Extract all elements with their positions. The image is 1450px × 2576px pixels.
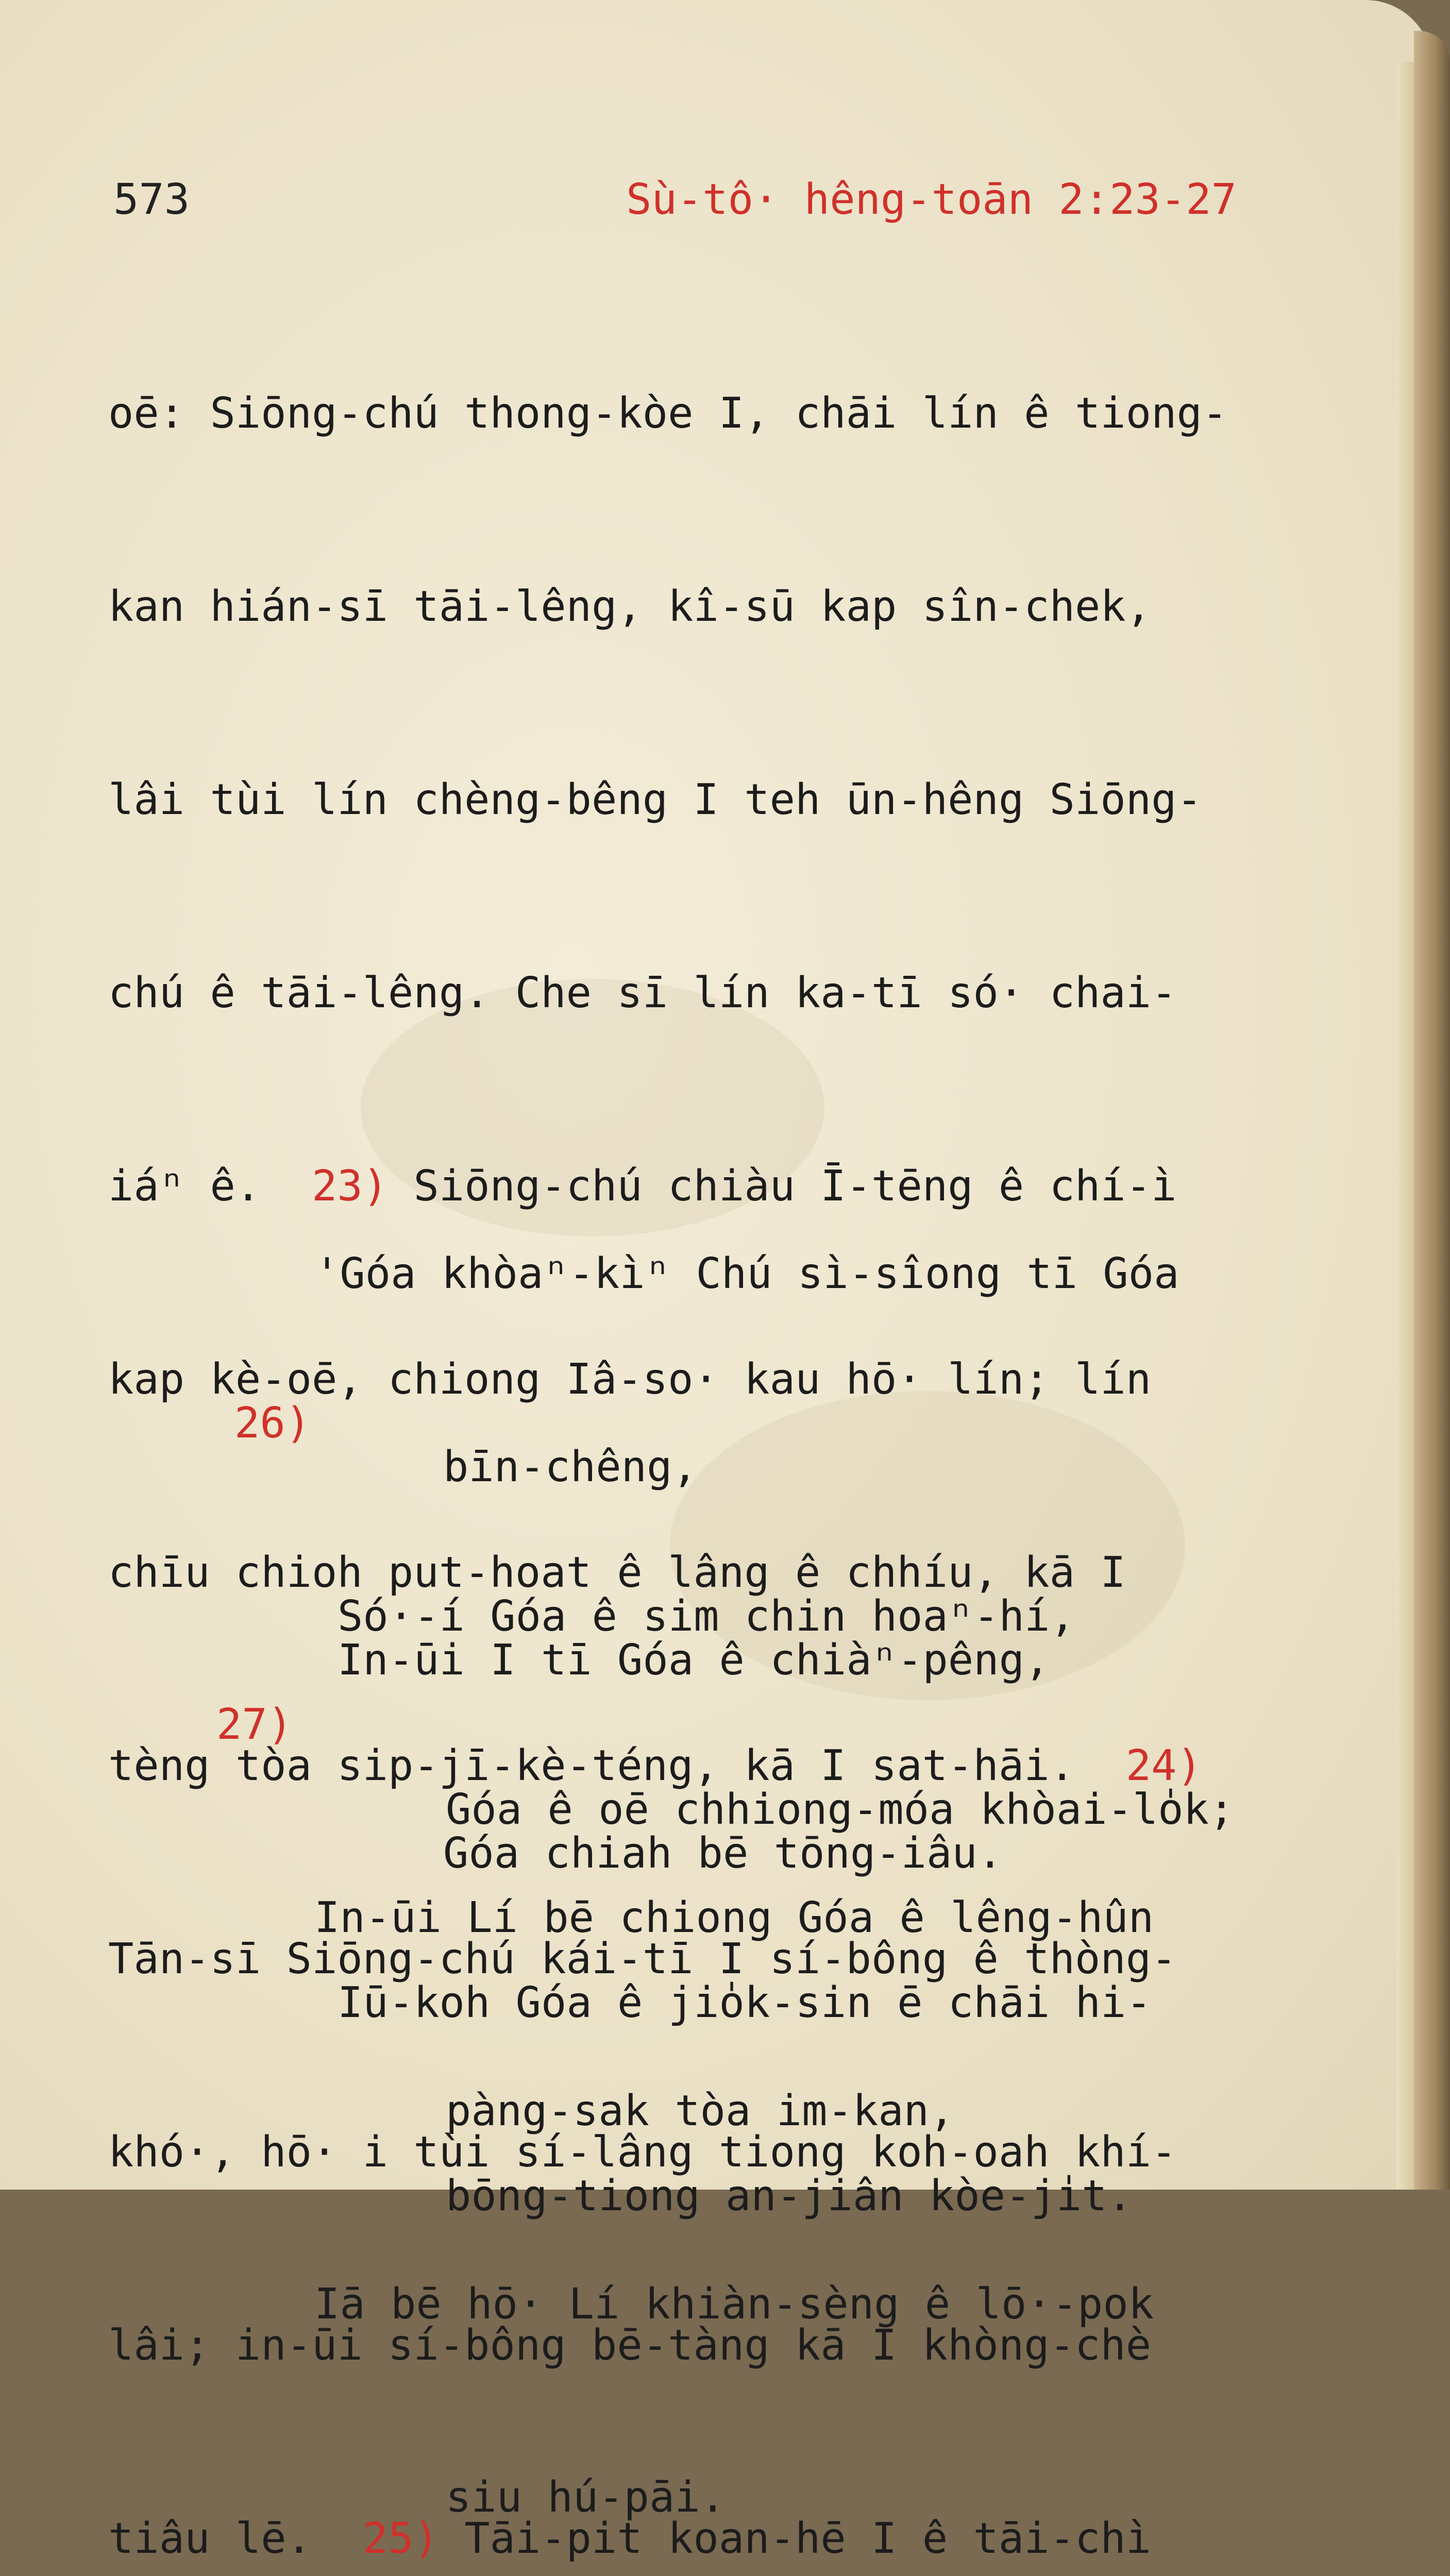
verse-number: 25) (362, 2514, 439, 2563)
verse-number: 24) (1125, 1741, 1202, 1790)
running-head: Sù-tô· hêng-toān 2:23-27 (626, 175, 1237, 224)
page-header (113, 175, 1237, 237)
text-line: oē: Siōng-chú thong-kòe I, chāi lín ê tiong- (108, 389, 1228, 438)
text-line: chú ê tāi-lêng. Che sī lín ka-tī só· chai- (108, 969, 1177, 1018)
book-spine-edge (1414, 31, 1450, 2190)
verse-number: 23) (311, 1162, 389, 1211)
verse-number: 26) (234, 1399, 311, 1448)
poem-line: In-ūi Lí bē chiong Góa ê lêng-hûn (314, 1893, 1154, 1942)
poem-line: Iā bē hō· Lí khiàn-sèng ê lō·-pok (314, 2280, 1154, 2329)
poem-line: In-ūi I tī Góa ê chiàⁿ-pêng, (338, 1636, 1050, 1685)
poem-line: bōng-tiong an-jiân kòe-ji̍t. (446, 2172, 1133, 2221)
text-line: lâi tùi lín chèng-bêng I teh ūn-hêng Siōng- (108, 775, 1202, 824)
poem-line: bīn-chêng, (443, 1443, 698, 1492)
poem-line: Góa ê oē chhiong-móa khòai-lo̍k; (446, 1785, 1235, 1834)
text-line: lâi; in-ūi sí-bông bē-tàng kā I khòng-chè (108, 2321, 1152, 2370)
poem-line: 'Góa khòaⁿ-kìⁿ Chú sì-sîong tī Góa (314, 1249, 1179, 1298)
poem-line: Iū-koh Góa ê jio̍k-sin ē chāi hi- (338, 1978, 1152, 2027)
poem-line: Só·-í Góa ê sim chin hoaⁿ-hí, (338, 1592, 1075, 1641)
poem-line: Góa chiah bē tōng-iâu. (443, 1829, 1003, 1878)
text-line: kan hián-sī tāi-lêng, kî-sū kap sîn-chek, (108, 582, 1152, 631)
text-line: chīu chioh put-hoat ê lâng ê chhíu, kā I (108, 1548, 1126, 1597)
text-fragment: tèng tòa sip-jī-kè-téng, kā I sat-hāi. (108, 1741, 1075, 1790)
poem-line: pàng-sak tòa im-kan, (446, 2087, 955, 2136)
poem-stanza-3 (216, 1692, 1293, 2576)
text-line: khó·, hō· i tùi sí-lâng tiong koh-oah khí- (108, 2128, 1177, 2177)
text-fragment: Siōng-chú chiàu Ī-tēng ê chí-ì (413, 1162, 1177, 1211)
text-line: Tān-sī Siōng-chú kái-tī I sí-bông ê thòng- (108, 1935, 1177, 1984)
text-fragment: tiâu lē. (108, 2514, 312, 2563)
text-fragment: Tāi-pit koan-hē I ê tāi-chì (464, 2514, 1152, 2563)
text-line: kap kè-oē, chiong Iâ-so· kau hō· lín; lín (108, 1355, 1152, 1404)
page-number: 573 (113, 175, 190, 224)
verse-number: 27) (216, 1700, 293, 1749)
text-fragment: iáⁿ ê. (108, 1162, 261, 1211)
page-edge-shadow (1396, 62, 1414, 2190)
poem-line: siu hú-pāi. (446, 2473, 726, 2522)
